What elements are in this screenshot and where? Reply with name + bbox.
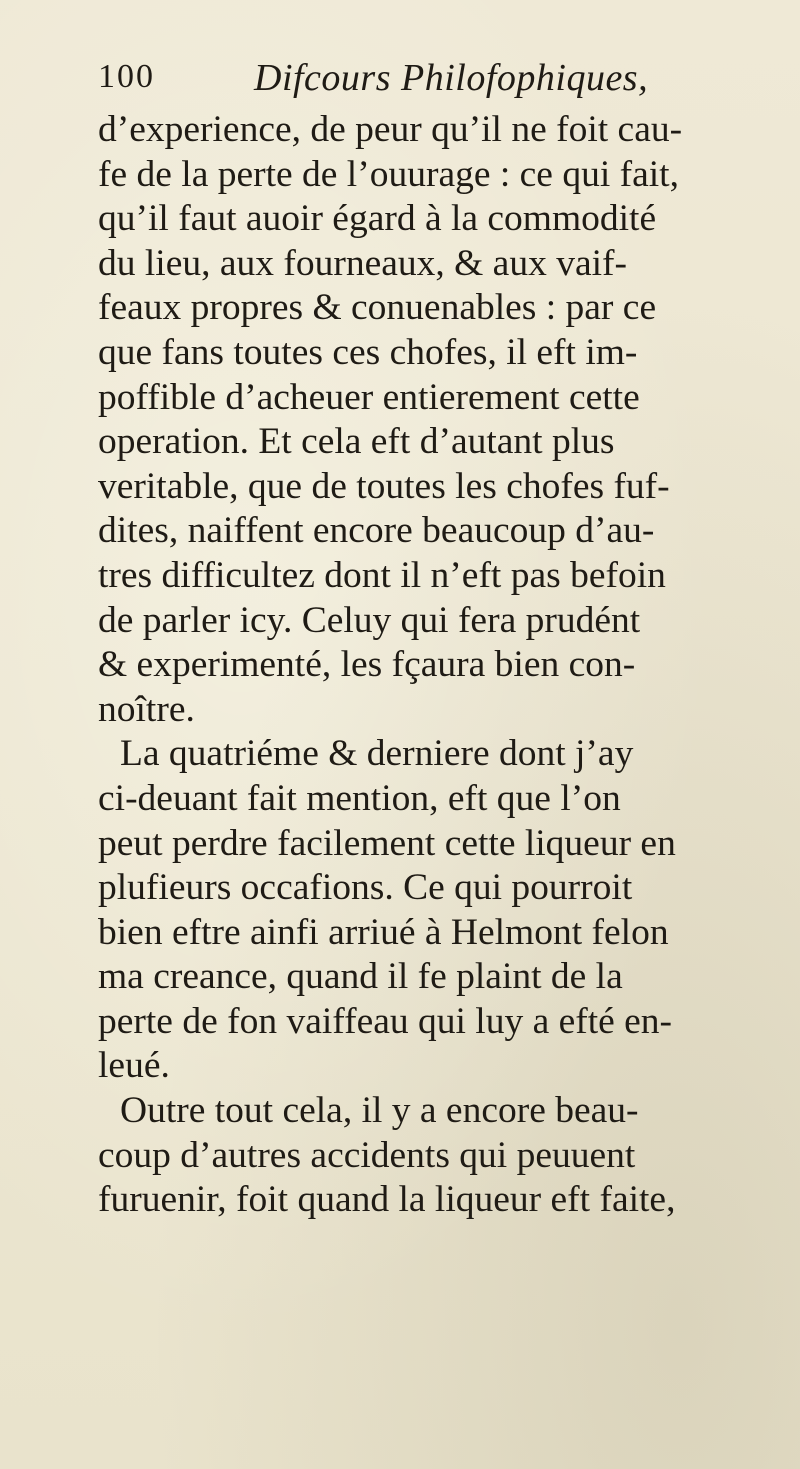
text-line: du lieu, aux fourneaux, & aux vaif- bbox=[98, 242, 627, 284]
text-line: dites, naiffent encore beaucoup d’au- bbox=[98, 510, 655, 552]
paragraph-start-line: Outre tout cela, il y a encore beau- bbox=[120, 1090, 639, 1132]
text-line: ci-deuant fait mention, eft que l’on bbox=[98, 777, 621, 819]
text-line: que fans toutes ces chofes, il eft im- bbox=[98, 331, 638, 373]
text-line: veritable, que de toutes les chofes fuf- bbox=[98, 465, 670, 507]
text-line: peut perdre facilement cette liqueur en bbox=[98, 822, 676, 864]
text-line: plufieurs occafions. Ce qui pourroit bbox=[98, 867, 633, 909]
text-line: leué. bbox=[98, 1045, 170, 1087]
paragraph-start-line: La quatriéme & derniere dont j’ay bbox=[120, 733, 634, 775]
text-line: coup d’autres accidents qui peuuent bbox=[98, 1134, 636, 1176]
text-line: feaux propres & conuenables : par ce bbox=[98, 287, 657, 329]
running-title: Difcours Philofophiques, bbox=[254, 57, 649, 99]
text-line: de parler icy. Celuy qui fera prudént bbox=[98, 599, 641, 641]
page-header bbox=[98, 58, 738, 102]
text-line: ma creance, quand il fe plaint de la bbox=[98, 956, 623, 998]
text-line: poffible d’acheuer entierement cette bbox=[98, 376, 640, 418]
text-line: & experimenté, les fçaura bien con- bbox=[98, 644, 636, 686]
text-line: d’experience, de peur qu’il ne foit cau- bbox=[98, 109, 683, 150]
text-line: noître. bbox=[98, 688, 195, 730]
page-number: 100 bbox=[98, 58, 155, 95]
text-line: tres difficultez dont il n’eft pas befoin bbox=[98, 554, 666, 596]
text-line: bien eftre ainfi arriué à Helmont felon bbox=[98, 911, 669, 953]
text-line: qu’il faut auoir égard à la commodité bbox=[98, 198, 657, 240]
text-line: fe de la perte de l’ouurage : ce qui fait, bbox=[98, 153, 679, 195]
body-text bbox=[98, 108, 788, 1223]
text-line: furuenir, foit quand la liqueur eft faite, bbox=[98, 1179, 676, 1221]
text-line: perte de fon vaiffeau qui luy a efté en- bbox=[98, 1000, 673, 1042]
text-line: operation. Et cela eft d’autant plus bbox=[98, 421, 615, 463]
